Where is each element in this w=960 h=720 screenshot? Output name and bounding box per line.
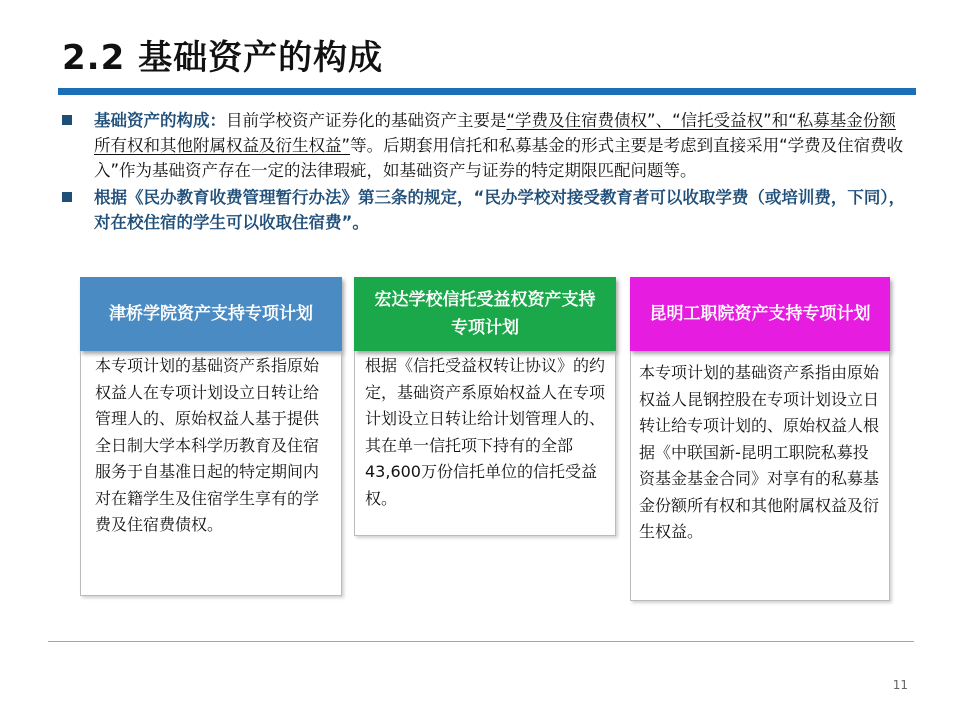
square-bullet-icon	[62, 115, 72, 125]
plan-body-hongda: 根据《信托受益权转让协议》的约定，基础资产系原始权益人在专项计划设立日转让给计划管理人的、其在单一信托项下持有的全部43,600万份信托单位的信托受益权。	[354, 351, 616, 536]
bullet-text-2: 根据《民办教育收费管理暂行办法》第三条的规定，“民办学校对接受教育者可以收取学费（或培训费，下同），对在校住宿的学生可以收取住宿费”。	[94, 188, 906, 232]
plan-header-kunming: 昆明工职院资产支持专项计划	[630, 277, 890, 351]
title-divider	[58, 88, 916, 95]
bullet-lead: 基础资产的构成：	[94, 111, 226, 130]
bullet-list	[58, 108, 908, 235]
footer-divider	[48, 641, 914, 642]
bullet-text-1	[94, 108, 908, 183]
plan-body-jinqiao: 本专项计划的基础资产系指原始权益人在专项计划设立日转让给管理人的、原始权益人基于提供全日制大学本科学历教育及住宿服务于自基准日起的特定期间内对在籍学生及住宿学生享有的学费及住宿费债权。	[80, 351, 342, 596]
plan-body-kunming: 本专项计划的基础资产系指由原始权益人昆钢控股在专项计划设立日转让给专项计划的、原始权益人根据《中联国新-昆明工职院私募投资基金基金合同》对享有的私募基金份额所有权和其他附属权益及衍生权益。	[630, 351, 890, 601]
bullet-item-2	[58, 185, 908, 235]
plan-header-jinqiao: 津桥学院资产支持专项计划	[80, 277, 342, 351]
bullet-item-1	[58, 108, 908, 183]
bullet-part-1: 目前学校资产证券化的基础资产主要是	[226, 111, 507, 130]
bullet-underlined-assets: “学费及住宿费债权”、“信托受益权”和“私募基金份额所有权和其他附属权益及衍生权益”	[94, 111, 896, 155]
page-number: 11	[892, 678, 908, 692]
plan-header-hongda: 宏达学校信托受益权资产支持专项计划	[354, 277, 616, 351]
bullet-part-3: 等。后期套用信托和私募基金的形式主要是考虑到直接采用“学费及住宿费收入”作为基础资产存在一定的法律瑕疵，如基础资产与证券的特定期限匹配问题等。	[94, 136, 904, 180]
square-bullet-icon	[62, 192, 72, 202]
slide-title: 2.2 基础资产的构成	[62, 38, 384, 78]
